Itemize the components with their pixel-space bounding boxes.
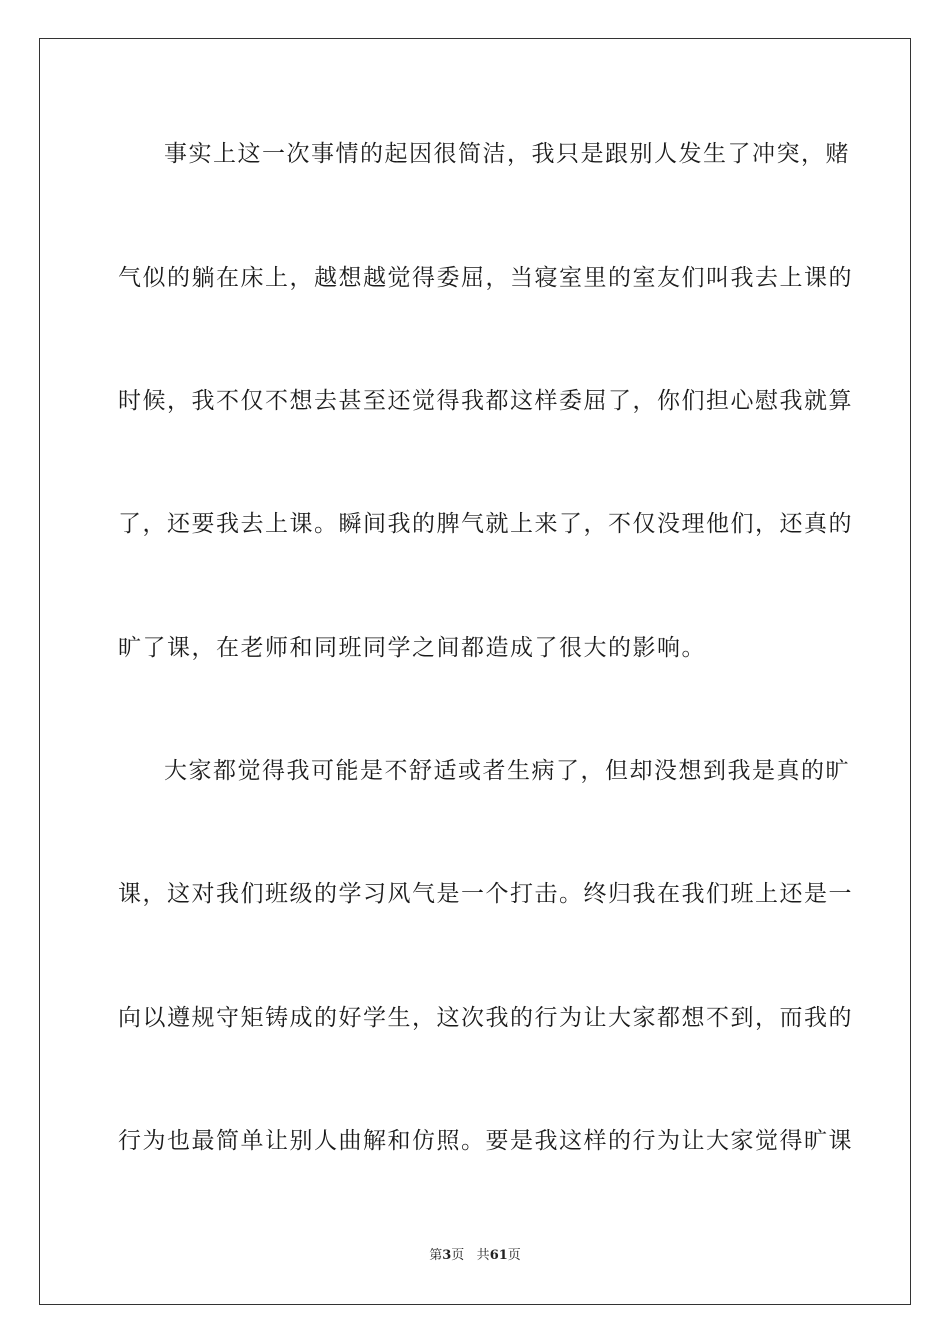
total-suffix: 页 — [507, 1248, 521, 1263]
text-line: 气似的躺在床上，越想越觉得委屈，当寝室里的室友们叫我去上课的 — [118, 265, 853, 291]
text-line: 了，还要我去上课。瞬间我的脾气就上来了，不仅没理他们，还真的 — [118, 511, 853, 537]
total-pages: 61 — [489, 1248, 508, 1263]
page-prefix: 第 — [429, 1248, 443, 1263]
text-line: 事实上这一次事情的起因很简洁，我只是跟别人发生了冲突，赌 — [164, 141, 850, 167]
page-suffix: 页 — [451, 1248, 465, 1263]
text-line: 课，这对我们班级的学习风气是一个打击。终归我在我们班上还是一 — [118, 881, 853, 907]
text-line: 旷了课，在老师和同班同学之间都造成了很大的影响。 — [118, 635, 706, 661]
text-line: 向以遵规守矩铸成的好学生，这次我的行为让大家都想不到，而我的 — [118, 1005, 853, 1031]
page-border — [39, 38, 911, 1305]
text-line: 大家都觉得我可能是不舒适或者生病了，但却没想到我是真的旷 — [164, 758, 850, 784]
text-line: 行为也最简单让别人曲解和仿照。要是我这样的行为让大家觉得旷课 — [118, 1128, 853, 1154]
page-footer — [0, 1247, 950, 1265]
page-number: 3 — [442, 1248, 452, 1263]
total-prefix: 共 — [476, 1248, 490, 1263]
text-line: 时候，我不仅不想去甚至还觉得我都这样委屈了，你们担心慰我就算 — [118, 388, 853, 414]
